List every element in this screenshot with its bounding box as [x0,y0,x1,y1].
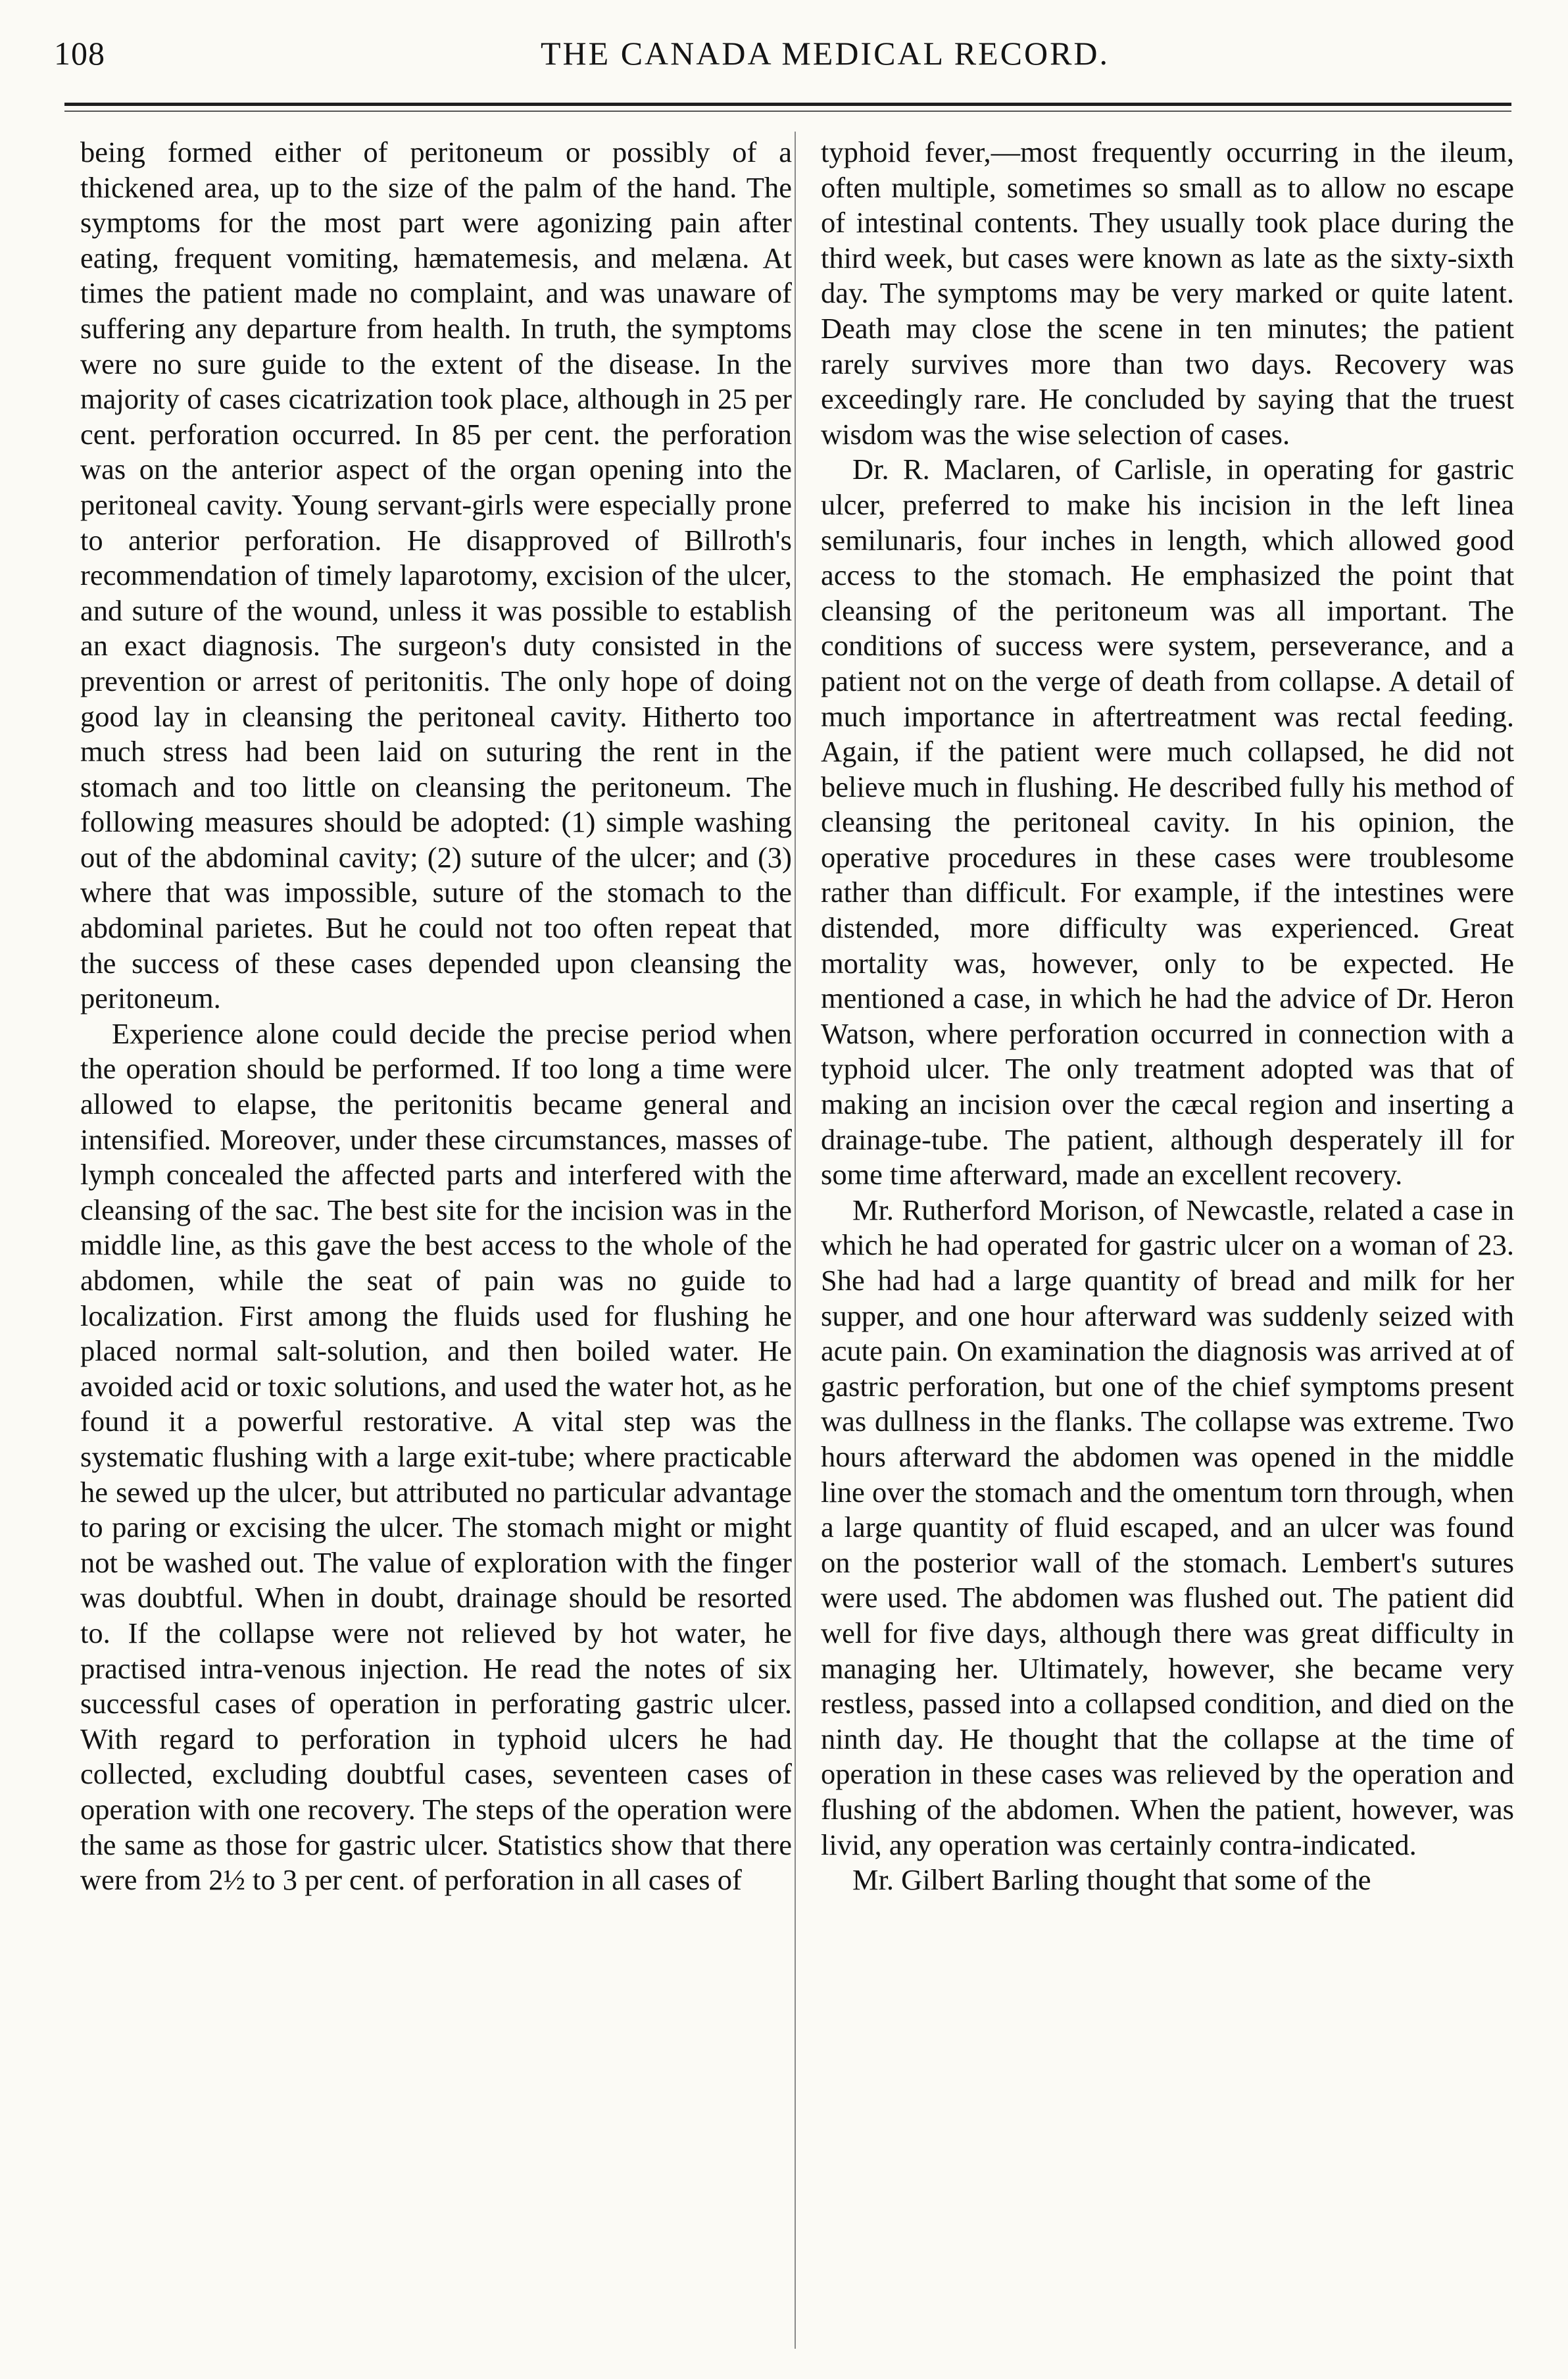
left-column [80,135,792,1898]
right-paragraph-4: Mr. Gilbert Barling thought that some of the [852,1863,1371,1897]
header-rule [64,103,1511,106]
right-paragraph-1: typhoid fever,—most frequently occurring in the ileum, often multiple, sometimes so small as to allow no escape of intestinal contents. They usually took place during the third week, but cases were known as late as the sixty-sixth day. The symptoms may be very marked or quite latent. Death may close the scene in ten minutes; the patient rarely survives more than two days. Recovery was exceedingly rare. He concluded by saying that the truest wisdom was the wise selection of cases. [821,136,1514,451]
left-paragraph-1: being formed either of peritoneum or possibly of a thickened area, up to the size of the palm of the hand. The symptoms for the most part were agonizing pain after eating, frequent vomiting, hæmatemesis, and melæna. At times the patient made no complaint, and was unaware of suffering any departure from health. In truth, the symptoms were no sure guide to the extent of the disease. In the majority of cases cicatrization took place, although in 25 per cent. perforation occurred. In 85 per cent. the perforation was on the anterior aspect of the organ opening into the peritoneal cavity. Young servant-girls were especially prone to anterior perforation. He disapproved of Billroth's recommendation of timely laparotomy, excision of the ulcer, and suture of the wound, unless it was possible to establish an exact diagnosis. The surgeon's duty consisted in the prevention or arrest of peritonitis. The only hope of doing good lay in cleansing the peritoneal cavity. Hitherto too much stress had been laid on suturing the rent in the stomach and too little on cleansing the peritoneum. The following measures should be adopted: (1) simple washing out of the abdominal cavity; (2) suture of the ulcer; and (3) where that was impossible, suture of the stomach to the abdominal parietes. But he could not too often repeat that the success of these cases depended upon cleansing the peritoneum. [80,136,792,1015]
journal-title: THE CANADA MEDICAL RECORD. [541,35,1110,72]
right-column [821,135,1514,1898]
right-paragraph-2: Dr. R. Maclaren, of Carlisle, in operating for gastric ulcer, preferred to make his incision in the left linea semilunaris, four inches in length, which allowed good access to the stomach. He emphasized the point that cleansing of the peritoneum was all important. The conditions of success were system, perseverance, and a patient not on the verge of death from collapse. A detail of much importance in aftertreatment was rectal feeding. Again, if the patient were much collapsed, he did not believe much in flushing. He described fully his method of cleansing the peritoneal cavity. In his opinion, the operative procedures in these cases were troublesome rather than difficult. For example, if the intestines were distended, more difficulty was experienced. Great mortality was, however, only to be expected. He mentioned a case, in which he had the advice of Dr. Heron Watson, where perforation occurred in connection with a typhoid ulcer. The only treatment adopted was that of making an incision over the cæcal region and inserting a drainage-tube. The patient, although desperately ill for some time afterward, made an excellent recovery. [821,453,1514,1191]
column-divider [795,132,796,2349]
page-header [54,34,1514,87]
left-paragraph-2: Experience alone could decide the precise period when the operation should be performed. If too long a time were allowed to elapse, the peritonitis became general and intensified. Moreover, under these circumstances, masses of lymph concealed the affected parts and interfered with the cleansing of the sac. The best site for the incision was in the middle line, as this gave the best access to the whole of the abdomen, while the seat of pain was no guide to localization. First among the fluids used for flushing he placed normal salt-solution, and then boiled water. He avoided acid or toxic solutions, and used the water hot, as he found it a powerful restorative. A vital step was the systematic flushing with a large exit-tube; where practicable he sewed up the ulcer, but attributed no particular advantage to paring or excising the ulcer. The stomach might or might not be washed out. The value of exploration with the finger was doubtful. When in doubt, drainage should be resorted to. If the collapse were not relieved by hot water, he practised intra-venous injection. He read the notes of six successful cases of operation in perforating gastric ulcer. With regard to perforation in typhoid ulcers he had collected, excluding doubtful cases, seventeen cases of operation with one recovery. The steps of the operation were the same as those for gastric ulcer. Statistics show that there were from 2½ to 3 per cent. of perforation in all cases of [80,1016,792,1897]
page-number: 108 [54,35,105,72]
header-rule-thin [64,111,1511,112]
right-paragraph-3: Mr. Rutherford Morison, of Newcastle, related a case in which he had operated for gastric ulcer on a woman of 23. She had had a large quantity of bread and milk for her supper, and one hour afterward was suddenly seized with acute pain. On examination the diagnosis was arrived at of gastric perforation, but one of the chief symptoms present was dullness in the flanks. The collapse was extreme. Two hours afterward the abdomen was opened in the middle line over the stomach and the omentum torn through, when a large quantity of fluid escaped, and an ulcer was found on the posterior wall of the stomach. Lembert's sutures were used. The abdomen was flushed out. The patient did well for five days, although there was great difficulty in managing her. Ultimately, however, she became very restless, passed into a collapsed condition, and died on the ninth day. He thought that the collapse at the time of operation in these cases was relieved by the operation and flushing of the abdomen. When the patient, however, was livid, any operation was certainly contra-indicated. [821,1193,1514,1861]
